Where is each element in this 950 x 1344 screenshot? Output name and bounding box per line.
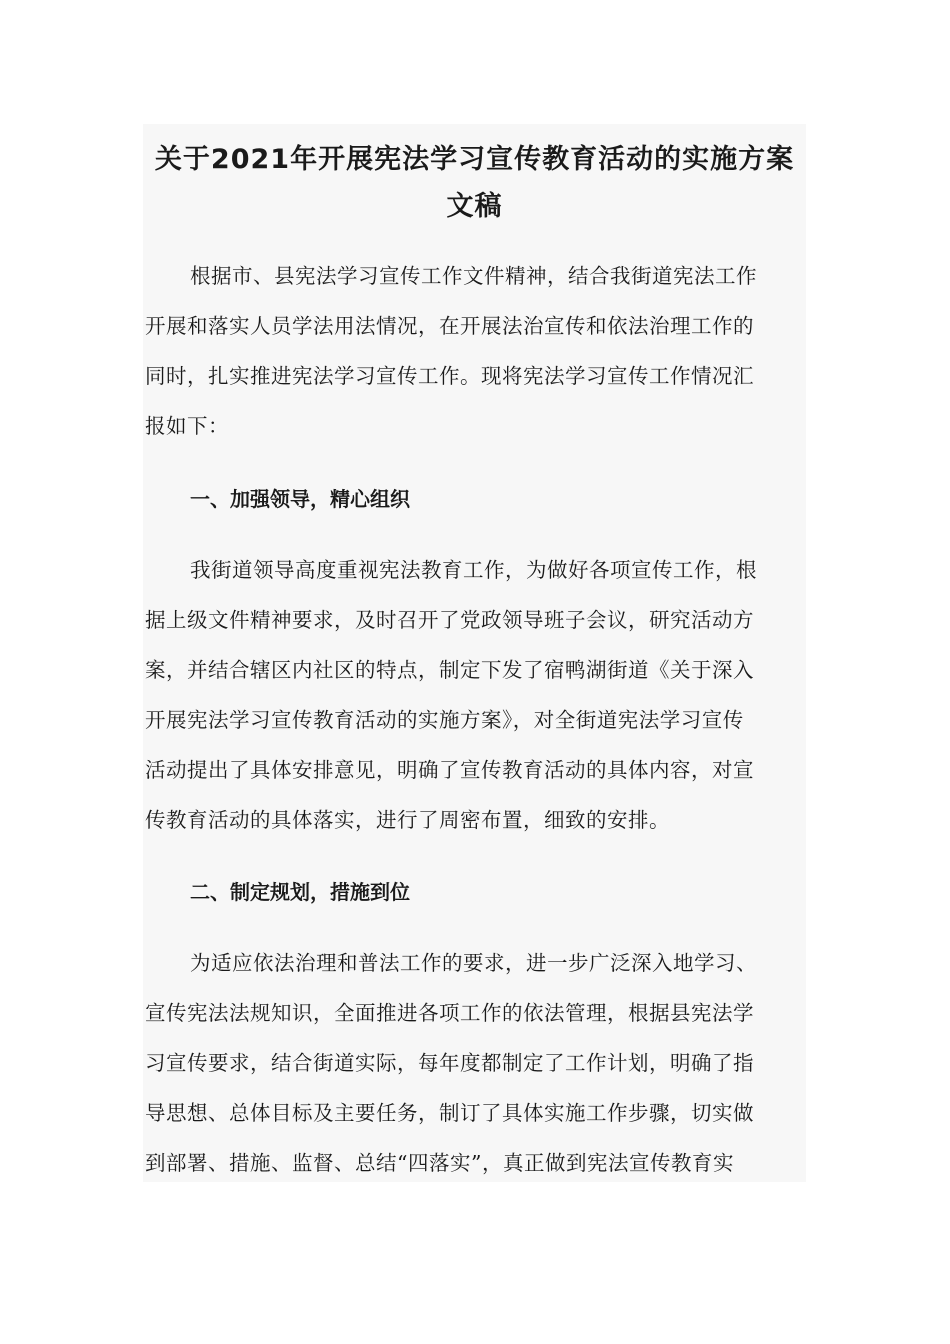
document-title: 关于2021年开展宪法学习宣传教育活动的实施方案	[154, 144, 795, 175]
paragraph-line: 开展和落实人员学法用法情况，在开展法治宣传和依法治理工作的	[145, 314, 754, 338]
paragraph-line: 我街道领导高度重视宪法教育工作，为做好各项宣传工作，根	[190, 558, 757, 582]
paragraph-line: 案，并结合辖区内社区的特点，制定下发了宿鸭湖街道《关于深入	[145, 658, 754, 682]
section-heading: 一、加强领导，精心组织	[190, 487, 410, 511]
paragraph-line: 报如下：	[145, 414, 229, 438]
paragraph-line: 开展宪法学习宣传教育活动的实施方案》，对全街道宪法学习宣传	[145, 708, 744, 732]
paragraph-line: 到部署、措施、监督、总结“四落实”，真正做到宪法宣传教育实	[145, 1151, 734, 1175]
paragraph-line: 据上级文件精神要求，及时召开了党政领导班子会议，研究活动方	[145, 608, 754, 632]
section-heading: 二、制定规划，措施到位	[190, 880, 410, 904]
paragraph-line: 根据市、县宪法学习宣传工作文件精神，结合我街道宪法工作	[190, 264, 757, 288]
paragraph-line: 习宣传要求，结合街道实际，每年度都制定了工作计划，明确了指	[145, 1051, 754, 1075]
document-title-continued: 文稿	[446, 191, 503, 222]
paragraph-line: 同时，扎实推进宪法学习宣传工作。现将宪法学习宣传工作情况汇	[145, 364, 754, 388]
paragraph-line: 导思想、总体目标及主要任务，制订了具体实施工作步骤，切实做	[145, 1101, 754, 1125]
paragraph-line: 传教育活动的具体落实，进行了周密布置，细致的安排。	[145, 808, 670, 832]
paragraph-line: 宣传宪法法规知识，全面推进各项工作的依法管理，根据县宪法学	[145, 1001, 754, 1025]
paragraph-line: 为适应依法治理和普法工作的要求，进一步广泛深入地学习、	[190, 951, 757, 975]
paragraph-line: 活动提出了具体安排意见，明确了宣传教育活动的具体内容，对宣	[145, 758, 754, 782]
